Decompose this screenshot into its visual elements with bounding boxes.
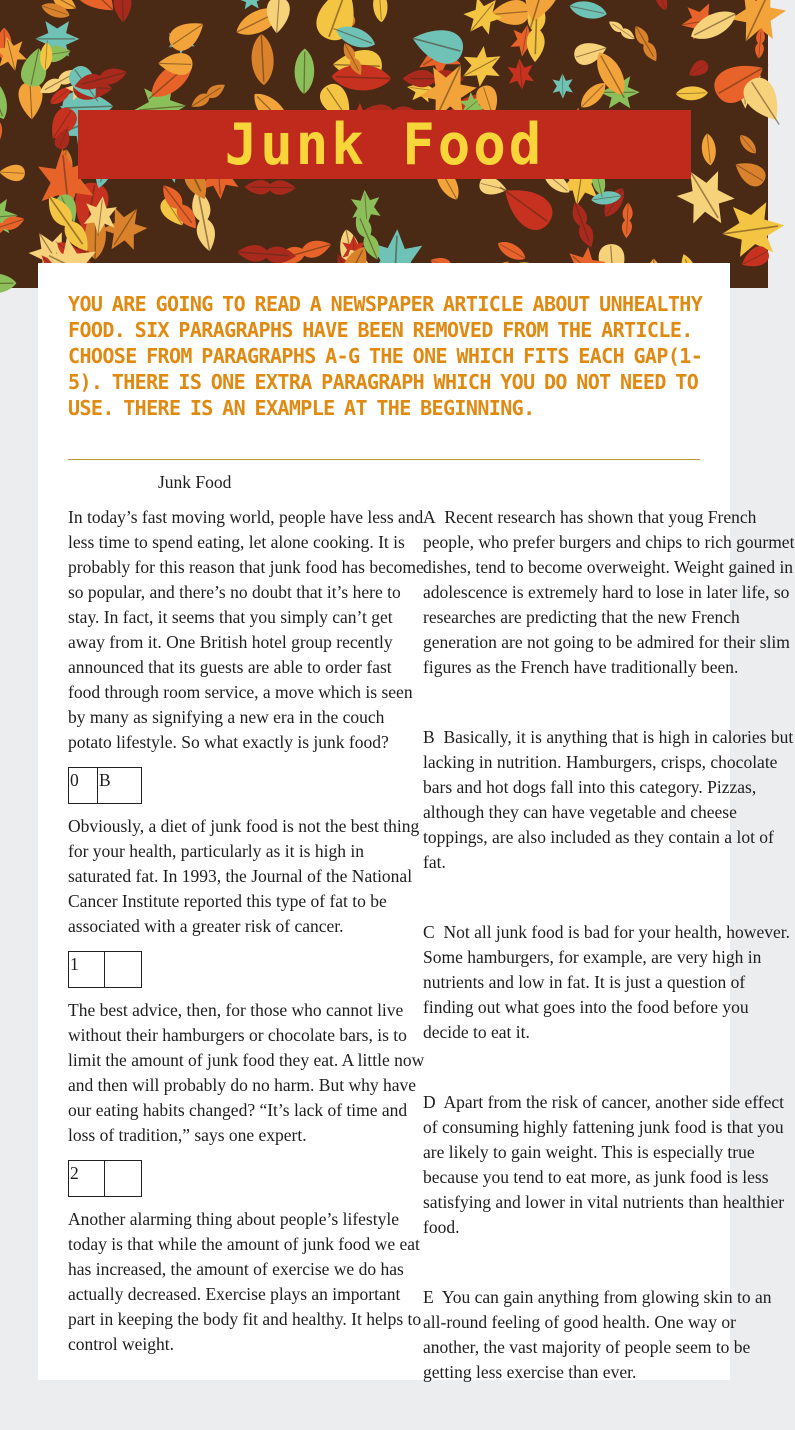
- option-letter: C: [423, 922, 435, 942]
- leaf-vein: [0, 283, 13, 284]
- gap-box-0: [68, 767, 425, 804]
- option-text: Basically, it is anything that is high in calories but lacking in nutrition. Hamburgers, crisps, chocolate bars and hot dogs fall into this category. Pizzas, although they can have vegetable and cheese toppings, are also included as they contain a lot of fat.: [423, 727, 793, 872]
- title-box: [78, 110, 691, 179]
- leaf-shape: [0, 117, 2, 155]
- worksheet-card: [38, 263, 730, 1380]
- gap-answer-field[interactable]: [104, 1160, 142, 1197]
- article-column: [68, 505, 425, 1357]
- options-column: [423, 505, 795, 1430]
- option-letter: A: [423, 507, 436, 527]
- leaf-vein: [612, 24, 635, 39]
- option-text: Not all junk food is bad for your health, however. Some hamburgers, for example, are very high in nutrients and low in fat. It is just a question of finding out what goes into the food before you decide to eat it.: [423, 922, 790, 1042]
- option-paragraph-e: [423, 1285, 795, 1385]
- page-title: Junk Food: [225, 111, 545, 177]
- leaf-shape: [237, 0, 264, 10]
- divider: [68, 459, 700, 460]
- option-letter: D: [423, 1092, 436, 1112]
- instructions: YOU ARE GOING TO READ A NEWSPAPER ARTICLE ABOUT UNHEALTHY FOOD. SIX PARAGRAPHS HAVE BEEN REMOVED FROM THE ARTICLE. CHOOSE FROM PARAGRAPHS A-G THE ONE WHICH FITS EACH GAP(1-5). THERE IS ONE EXTRA PARAGRAPH WHICH YOU DO NOT NEED TO USE. THERE IS AN EXAMPLE AT THE BEGINNING.: [68, 291, 708, 421]
- leaf-shape: [652, 0, 670, 12]
- option-paragraph-a: [423, 505, 795, 680]
- leaf-vein: [251, 187, 296, 188]
- option-letter: B: [423, 727, 435, 747]
- gap-box-1: [68, 951, 425, 988]
- gap-number: 0: [68, 767, 97, 804]
- leaf-vein: [191, 88, 220, 107]
- autumn-leaves-banner: [0, 0, 768, 288]
- article-paragraph: Another alarming thing about people’s lifestyle today is that while the amount of junk food we eat has increased, the amount of exercise we do has actually decreased. Exercise plays an important part in keeping the body fit and healthy. It helps to control weight.: [68, 1207, 425, 1357]
- leaf-vein: [304, 52, 305, 98]
- article-paragraph: The best advice, then, for those who cannot live without their hamburgers or chocolate bars, is to limit the amount of junk food they eat. A little now and then will probably do no harm. But why have our eating habits changed? “It’s lack of time and loss of tradition,” says one expert.: [68, 998, 425, 1148]
- article-paragraph: In today’s fast moving world, people have less and less time to spend eating, let alone cooking. It is probably for this reason that junk food has become so popular, and there’s no doubt that it’s here to stay. In fact, it seems that you simply can’t get away from it. One British hotel group recently announced that its guests are able to order fast food through room service, a move which is seen by many as signifying a new era in the couch potato lifestyle. So what exactly is junk food?: [68, 505, 425, 755]
- option-paragraph-c: [423, 920, 795, 1045]
- option-text: Apart from the risk of cancer, another side effect of consuming highly fattening junk food is that you are likely to gain weight. This is especially true because you tend to eat more, as junk food is less satisfying and lower in vital nutrients than healthier food.: [423, 1092, 784, 1237]
- option-paragraph-b: [423, 725, 795, 875]
- gap-answer-field[interactable]: B: [97, 767, 142, 804]
- option-text: Recent research has shown that youg French people, who prefer burgers and chips to rich gourmet dishes, tend to become overweight. Weight gained in adolescence is extremely hard to lose in later life, so researches are predicting that the new French generation are not going to be admired for their slim figures as the French have traditionally been.: [423, 507, 794, 677]
- gap-number: 1: [68, 951, 104, 988]
- option-text: You can gain anything from glowing skin to an all-round feeling of good health. One way or another, the vast majority of people seem to be getting less exercise than ever.: [423, 1287, 772, 1382]
- leaf-shape: [568, 0, 609, 22]
- option-paragraph-d: [423, 1090, 795, 1240]
- gap-number: 2: [68, 1160, 104, 1197]
- option-letter: E: [423, 1287, 434, 1307]
- article-paragraph: Obviously, a diet of junk food is not the best thing for your health, particularly as it is high in saturated fat. In 1993, the Journal of the National Cancer Institute reported this type of fat to be associated with a greater risk of cancer.: [68, 814, 425, 939]
- gap-box-2: [68, 1160, 425, 1197]
- gap-answer-field[interactable]: [104, 951, 142, 988]
- article-title: Junk Food: [158, 470, 231, 495]
